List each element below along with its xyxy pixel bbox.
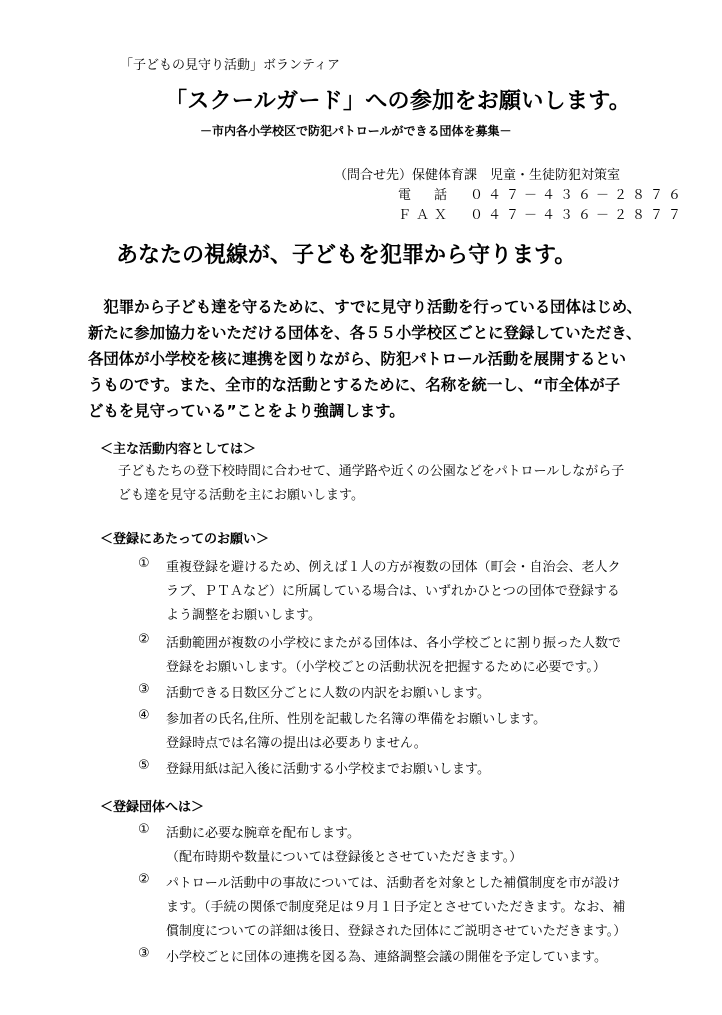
header-eyebrow: 「子どもの見守り活動」ボランティア xyxy=(120,58,340,73)
contact-fax: ＦＡＸ ０４７－４３６－２８７７ xyxy=(398,208,687,223)
slogan: あなたの視線が、子どもを犯罪から守ります。 xyxy=(116,243,577,268)
section-heading-registration: ＜登録にあたってのお願い＞ xyxy=(100,532,270,547)
section-heading-activities: ＜主な活動内容としては＞ xyxy=(100,442,257,457)
list-item-line: 参加者の氏名,住所、性別を記載した名簿の準備をお願いします。 xyxy=(166,712,547,727)
list-item-line: 小学校ごとに団体の連携を図る為、連絡調整会議の開催を予定しています。 xyxy=(166,950,607,965)
intro-line: 犯罪から子ども達を守るために、すでに見守り活動を行っている団体はじめ、 xyxy=(88,298,642,316)
list-item-line: 重複登録を避けるため、例えば１人の方が複数の団体（町会・自治会、老人ク xyxy=(166,560,621,575)
activities-line: 子どもたちの登下校時間に合わせて、通学路や近くの公園などをパトロールしながら子 xyxy=(118,464,625,479)
list-number: ③ xyxy=(138,946,150,961)
list-number: ① xyxy=(138,556,150,571)
list-item-line: ます。（手続の関係で制度発足は９月１日予定とさせていただきます。なお、補 xyxy=(166,900,626,915)
list-number: ② xyxy=(138,632,150,647)
intro-line: 新たに参加協力をいただける団体を、各５５小学校区ごとに登録していただき、 xyxy=(88,324,642,342)
intro-paragraph xyxy=(88,294,668,424)
list-item-line: よう調整をお願いします。 xyxy=(166,608,321,623)
intro-line: どもを見守っている”ことをより強調します。 xyxy=(88,402,405,420)
contact-label: （問合せ先）保健体育課 児童・生徒防犯対策室 xyxy=(334,168,621,183)
list-item-line: 活動範囲が複数の小学校にまたがる団体は、各小学校ごとに割り振った人数で xyxy=(166,636,622,651)
list-item-line: 登録用紙は記入後に活動する小学校までお願いします。 xyxy=(166,762,490,777)
list-item-line: （配布時期や数量については登録後とさせていただきます。） xyxy=(166,850,523,865)
list-item-line: 登録をお願いします。（小学校ごとの活動状況を把握するために必要です。） xyxy=(166,660,606,675)
list-number: ② xyxy=(138,872,150,887)
list-number: ③ xyxy=(138,682,150,697)
intro-line: 各団体が小学校を核に連携を図りながら、防犯パトロール活動を展開するとい xyxy=(88,350,627,368)
intro-line: うものです。また、全市的な活動とするために、名称を統一し、“市全体が子 xyxy=(88,376,621,394)
list-number: ④ xyxy=(138,708,150,723)
contact-phone: 電 話 ０４７－４３６－２８７６ xyxy=(398,188,687,203)
page-subtitle: －市内各小学校区で防犯パトロールができる団体を募集－ xyxy=(200,124,512,138)
list-item-line: 活動に必要な腕章を配布します。 xyxy=(166,826,360,841)
section-heading-registered-groups: ＜登録団体へは＞ xyxy=(100,800,205,815)
list-item-line: 活動できる日数区分ごとに人数の内訳をお願いします。 xyxy=(166,686,490,701)
list-number: ⑤ xyxy=(138,758,150,773)
list-item-line: 登録時点では名簿の提出は必要ありません。 xyxy=(166,736,427,751)
list-number: ① xyxy=(138,822,150,837)
list-item-line: 償制度についての詳細は後日、登録された団体にご説明させていただきます。） xyxy=(166,924,627,939)
page-title: 「スクールガード」への参加をお願いします。 xyxy=(165,89,632,114)
activities-line: ども達を見守る活動を主にお願いします。 xyxy=(118,488,364,503)
list-item-line: パトロール活動中の事故については、活動者を対象とした補償制度を市が設け xyxy=(166,876,621,891)
list-item-line: ラブ、ＰＴＡなど）に所属している場合は、いずれかひとつの団体で登録する xyxy=(166,584,620,599)
